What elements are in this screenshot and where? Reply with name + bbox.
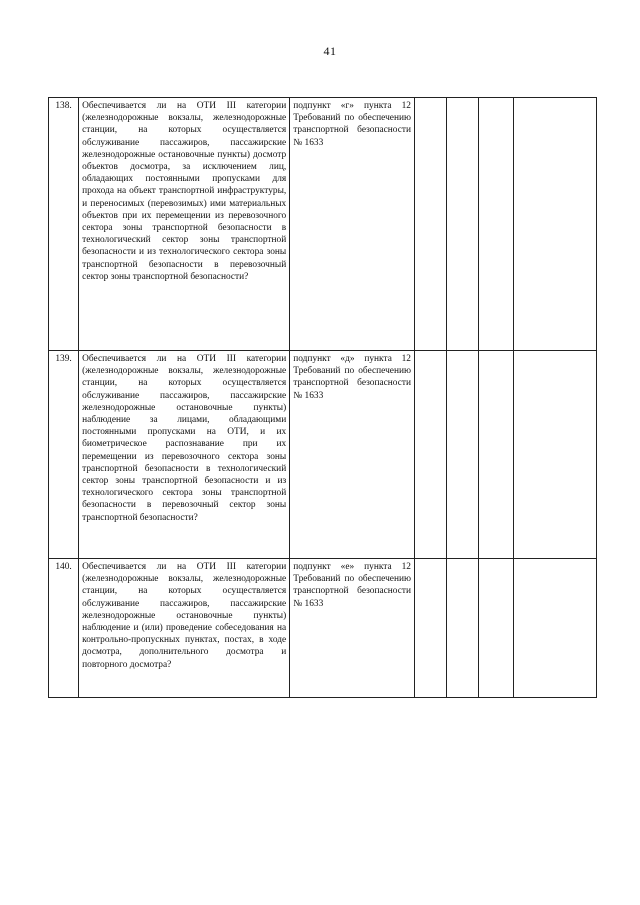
note-cell	[513, 351, 596, 559]
answer-yes-cell	[415, 98, 447, 351]
table-row	[49, 559, 597, 698]
answer-na-cell	[479, 98, 513, 351]
answer-na-cell	[479, 559, 513, 698]
requirement-question: Обеспечивается ли на ОТИ III категории (железнодорожные вокзалы, железнодорожные станции, на которых осуществляется обслуживание пассажиров, пассажирские железнодорожные остановочные пункты) наблюдение и (или) проведение собеседования на контрольно-пропускных пунктах, постах, в ходе досмотра, дополнительного досмотра и повторного досмотра?	[79, 559, 290, 698]
legal-reference: подпункт «д» пункта 12 Требований по обеспечению транспортной безопасности № 1633	[290, 351, 415, 559]
legal-reference: подпункт «г» пункта 12 Требований по обеспечению транспортной безопасности № 1633	[290, 98, 415, 351]
note-cell	[513, 98, 596, 351]
answer-no-cell	[447, 559, 479, 698]
answer-yes-cell	[415, 559, 447, 698]
row-number: 140.	[49, 559, 79, 698]
note-cell	[513, 559, 596, 698]
requirement-question: Обеспечивается ли на ОТИ III категории (железнодорожные вокзалы, железнодорожные станции, на которых осуществляется обслуживание пассажиров, пассажирские железнодорожные остановочные пункты) досмотр объектов досмотра, за исключением лиц, обладающих постоянными пропусками для прохода на объект транспортной инфраструктуры, и переносимых (перевозимых) ими материальных объектов при их перемещении из перевозочного сектора зоны транспортной безопасности в технологический сектор зоны транспортной безопасности и из технологического сектора зоны транспортной безопасности в перевозочный сектор зоны транспортной безопасности?	[79, 98, 290, 351]
table-row	[49, 351, 597, 559]
page-number: 41	[323, 44, 337, 58]
answer-no-cell	[447, 351, 479, 559]
answer-na-cell	[479, 351, 513, 559]
checklist-table	[48, 97, 597, 698]
row-number: 138.	[49, 98, 79, 351]
answer-no-cell	[447, 98, 479, 351]
legal-reference: подпункт «е» пункта 12 Требований по обеспечению транспортной безопасности № 1633	[290, 559, 415, 698]
row-number: 139.	[49, 351, 79, 559]
table-row	[49, 98, 597, 351]
answer-yes-cell	[415, 351, 447, 559]
requirement-question: Обеспечивается ли на ОТИ III категории (железнодорожные вокзалы, железнодорожные станции, на которых осуществляется обслуживание пассажиров, пассажирские железнодорожные остановочные пункты) наблюдение за лицами, обладающими постоянными пропусками на ОТИ, и их биометрическое распознавание при их перемещении из перевозочного сектора зоны транспортной безопасности в технологический сектор зоны транспортной безопасности и из технологического сектора зоны транспортной безопасности в перевозочный сектор зоны транспортной безопасности?	[79, 351, 290, 559]
